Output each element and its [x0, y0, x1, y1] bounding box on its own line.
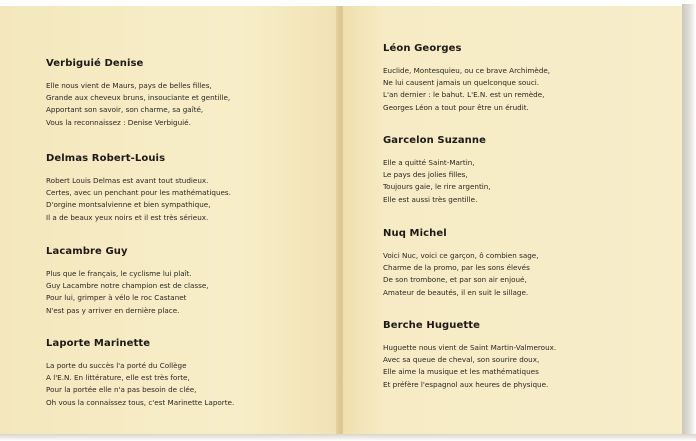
- entry-nuq-michel: [383, 228, 539, 299]
- verse-line: Pour la portée elle n'a pas besoin de clée,: [46, 385, 197, 395]
- entry-verbiguie-denise: [46, 58, 230, 129]
- entry-garcelon-suzanne: [383, 135, 491, 206]
- verse-line: De son trombone, et par son air enjoué,: [383, 275, 527, 285]
- verse-line: Oh vous la connaissez tous, c'est Marinette Laporte.: [46, 397, 235, 407]
- entry-name: Berche Huguette: [383, 320, 481, 331]
- verse-line: Charme de la promo, par les sons élevés: [383, 263, 530, 273]
- verse-line: Pour lui, grimper à vélo le roc Castanet: [46, 293, 187, 303]
- verse-line: Voici Nuc, voici ce garçon, ô combien sage,: [383, 251, 539, 260]
- verse-line: Elle aime la musique et les mathématiques: [383, 367, 539, 377]
- verse-line: Robert Louis Delmas est avant tout studieux.: [46, 176, 209, 185]
- verse-line: A l'E.N. En littérature, elle est très forte,: [46, 373, 190, 383]
- verse-line: Euclide, Montesquieu, ou ce brave Archimède,: [383, 66, 551, 75]
- verse-line: Et préfère l'espagnol aux heures de physique.: [383, 379, 549, 389]
- verse-line: Elle a quitté Saint-Martin,: [383, 158, 475, 167]
- entry-name: Delmas Robert-Louis: [46, 153, 166, 164]
- verse-line: Elle est aussi très gentille.: [383, 194, 478, 204]
- verse-line: N'est pas y arriver en dernière place.: [46, 305, 180, 315]
- verse-line: Le pays des jolies filles,: [383, 170, 468, 180]
- verse-line: Avec sa queue de cheval, son sourire doux,: [383, 355, 540, 365]
- entry-leon-georges: [383, 43, 550, 114]
- entry-delmas-robert-louis: [46, 153, 231, 224]
- entry-lacambre-guy: [46, 246, 209, 317]
- verse-line: Certes, avec un penchant pour les mathématiques.: [46, 188, 231, 198]
- left-page: [0, 6, 339, 434]
- verse-line: Vous la reconnaissez : Denise Verbiguié.: [46, 117, 191, 127]
- verse-line: Apportant son savoir, son charme, sa gaîté,: [46, 105, 204, 115]
- entry-berche-huguette: [383, 320, 556, 391]
- entry-name: Laporte Marinette: [46, 338, 151, 349]
- right-page: [343, 6, 682, 434]
- verse-line: Il a de beaux yeux noirs et il est très sérieux.: [46, 212, 209, 222]
- entry-name: Léon Georges: [383, 43, 462, 54]
- verse-line: Plus que le français, le cyclisme lui plaît.: [46, 269, 192, 278]
- entry-name: Garcelon Suzanne: [383, 135, 487, 146]
- verse-line: Guy Lacambre notre champion est de classe,: [46, 281, 209, 291]
- verse-line: Amateur de beautés, il en suit le sillage.: [383, 287, 529, 297]
- scan-bottom-edge: [0, 434, 696, 441]
- verse-line: Elle nous vient de Maurs, pays de belles filles,: [46, 81, 212, 90]
- verse-line: Toujours gaie, le rire argentin,: [383, 182, 491, 192]
- entry-laporte-marinette: [46, 338, 234, 409]
- entry-name: Nuq Michel: [383, 228, 447, 239]
- verse-line: D'orgine montsalvienne et bien sympathique,: [46, 200, 211, 210]
- verse-line: Grande aux cheveux bruns, insouciante et gentille,: [46, 93, 231, 103]
- verse-line: La porte du succès l'a porté du Collège: [46, 361, 187, 370]
- verse-line: Huguette nous vient de Saint Martin-Valmeroux.: [383, 343, 557, 352]
- verse-line: Georges Léon a tout pour être un érudit.: [383, 102, 529, 112]
- entry-name: Verbiguié Denise: [46, 58, 144, 69]
- entry-name: Lacambre Guy: [46, 246, 128, 257]
- page-stack-edge: [682, 4, 696, 436]
- verse-line: Ne lui causent jamais un quelconque souci.: [383, 78, 540, 88]
- verse-line: L'an dernier : le bahut. L'E.N. est un remède,: [383, 90, 545, 100]
